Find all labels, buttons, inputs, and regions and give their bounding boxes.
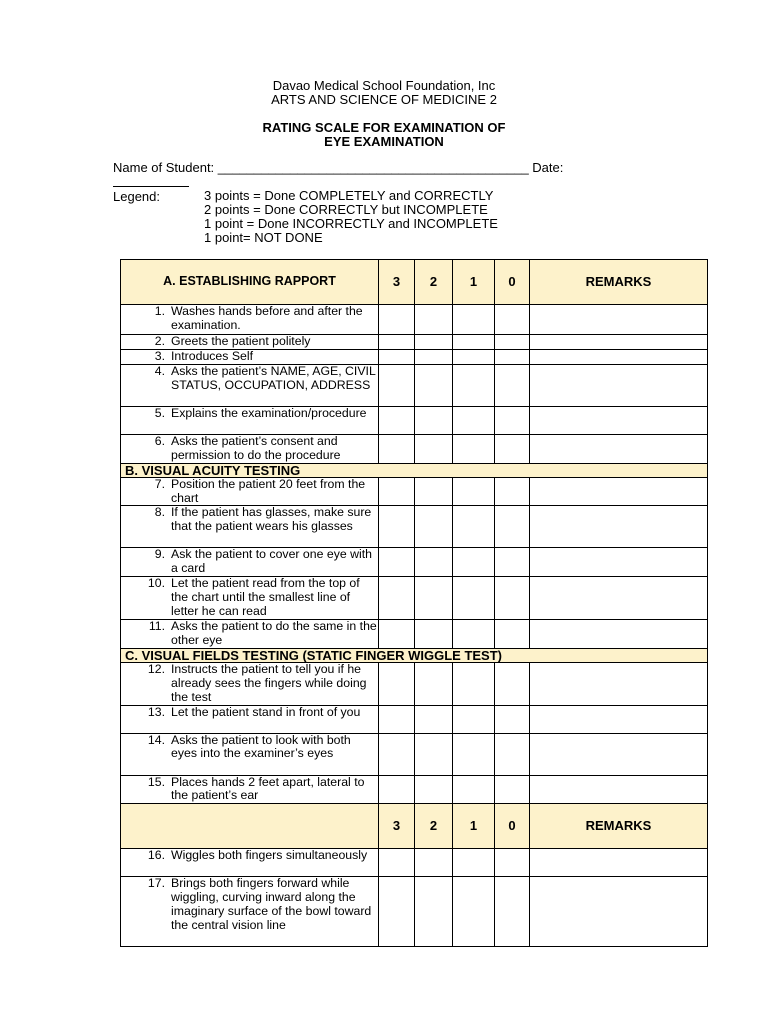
item-number: 14. (147, 732, 165, 747)
score-3-cell[interactable] (379, 619, 415, 648)
legend-item: 3 points = Done COMPLETELY and CORRECTLY (204, 188, 494, 203)
table-row (121, 877, 708, 947)
item-cell (121, 364, 379, 406)
item-cell (121, 662, 379, 705)
score-3-cell[interactable] (379, 406, 415, 434)
remarks-cell[interactable] (530, 434, 708, 463)
table-row (121, 619, 708, 648)
score-0-cell[interactable] (495, 619, 530, 648)
score-1-cell[interactable] (453, 548, 495, 577)
score-2-cell[interactable] (415, 406, 453, 434)
score-3-cell[interactable] (379, 733, 415, 775)
item-number: 9. (154, 547, 165, 562)
score-0-cell[interactable] (495, 705, 530, 733)
remarks-cell[interactable] (530, 477, 708, 506)
score-0-cell[interactable] (495, 406, 530, 434)
score-3-cell[interactable] (379, 434, 415, 463)
score-3-cell[interactable] (379, 305, 415, 335)
remarks-cell[interactable] (530, 849, 708, 877)
score-2-cell[interactable] (415, 434, 453, 463)
table-row (121, 577, 708, 620)
item-text: Asks the patient to look with both eyes into the examiner’s eyes (171, 732, 351, 761)
remarks-cell[interactable] (530, 733, 708, 775)
section-c-heading: C. VISUAL FIELDS TESTING (STATIC FINGER WIGGLE TEST) (121, 648, 708, 662)
score-3-cell[interactable] (379, 548, 415, 577)
remarks-cell[interactable] (530, 305, 708, 335)
table-row (121, 335, 708, 350)
item-cell (121, 775, 379, 804)
item-number: 13. (147, 704, 165, 719)
section-row (121, 463, 708, 477)
item-text: Greets the patient politely (171, 334, 311, 348)
score-0-cell[interactable] (495, 506, 530, 548)
item-cell (121, 406, 379, 434)
table-row (121, 775, 708, 804)
item-cell (121, 506, 379, 548)
document-title-line1: RATING SCALE FOR EXAMINATION OF (262, 120, 506, 135)
score-1-cell[interactable] (453, 662, 495, 705)
column-1-heading: 1 (453, 260, 495, 305)
table-row (121, 733, 708, 775)
table-row (121, 849, 708, 877)
item-cell (121, 877, 379, 947)
score-2-cell[interactable] (415, 364, 453, 406)
student-name-date-line: Name of Student: ___________________________________________ Date: (113, 160, 564, 175)
score-2-cell[interactable] (415, 477, 453, 506)
item-cell (121, 305, 379, 335)
score-1-cell[interactable] (453, 775, 495, 804)
score-2-cell[interactable] (415, 775, 453, 804)
table-row (121, 406, 708, 434)
remarks-cell[interactable] (530, 705, 708, 733)
column-3-heading: 3 (379, 804, 415, 849)
item-text: Brings both fingers forward while wiggling, curving inward along the imaginary surface of the bowl toward the central vision line (171, 876, 372, 933)
score-3-cell[interactable] (379, 877, 415, 947)
score-3-cell[interactable] (379, 705, 415, 733)
score-2-cell[interactable] (415, 877, 453, 947)
score-3-cell[interactable] (379, 577, 415, 620)
score-3-cell[interactable] (379, 849, 415, 877)
item-text: If the patient has glasses, make sure that the patient wears his glasses (171, 505, 372, 534)
item-text: Explains the examination/procedure (171, 405, 367, 420)
item-number: 5. (154, 405, 165, 420)
item-text: Asks the patient’s consent and permission to do the procedure (171, 433, 341, 462)
score-1-cell[interactable] (453, 506, 495, 548)
section-b-heading: B. VISUAL ACUITY TESTING (121, 463, 708, 477)
score-1-cell[interactable] (453, 577, 495, 620)
remarks-cell[interactable] (530, 548, 708, 577)
score-2-cell[interactable] (415, 548, 453, 577)
remarks-heading: REMARKS (530, 260, 708, 305)
table-row (121, 364, 708, 406)
item-cell (121, 705, 379, 733)
remarks-heading: REMARKS (530, 804, 708, 849)
item-cell (121, 577, 379, 620)
item-number: 3. (154, 348, 165, 363)
item-text: Wiggles both fingers simultaneously (171, 848, 368, 863)
remarks-cell[interactable] (530, 335, 708, 350)
score-0-cell[interactable] (495, 733, 530, 775)
score-0-cell[interactable] (495, 877, 530, 947)
legend-list (204, 189, 498, 245)
score-1-cell[interactable] (453, 849, 495, 877)
institution-name: Davao Medical School Foundation, Inc (272, 78, 496, 93)
score-1-cell[interactable] (453, 335, 495, 350)
score-0-cell[interactable] (495, 849, 530, 877)
score-2-cell[interactable] (415, 506, 453, 548)
remarks-cell[interactable] (530, 877, 708, 947)
legend-label: Legend: (113, 189, 160, 204)
remarks-cell[interactable] (530, 506, 708, 548)
item-text: Position the patient 20 feet from the chart (171, 476, 366, 505)
score-1-cell[interactable] (453, 877, 495, 947)
item-number: 4. (154, 363, 165, 378)
score-1-cell[interactable] (453, 406, 495, 434)
item-cell (121, 434, 379, 463)
score-3-cell[interactable] (379, 506, 415, 548)
column-2-heading: 2 (415, 260, 453, 305)
item-text: Asks the patient’s NAME, AGE, CIVIL STATUS, OCCUPATION, ADDRESS (171, 363, 376, 392)
score-1-cell[interactable] (453, 434, 495, 463)
score-1-cell[interactable] (453, 477, 495, 506)
section-row (121, 648, 708, 662)
item-number: 6. (154, 433, 165, 448)
table-row (121, 434, 708, 463)
legend-item: 2 points = Done CORRECTLY but INCOMPLETE (204, 202, 488, 217)
score-0-cell[interactable] (495, 548, 530, 577)
score-0-cell[interactable] (495, 305, 530, 335)
score-2-cell[interactable] (415, 619, 453, 648)
remarks-cell[interactable] (530, 775, 708, 804)
item-number: 12. (147, 661, 165, 676)
item-number: 11. (148, 618, 165, 633)
legend-item: 1 point = Done INCORRECTLY and INCOMPLETE (204, 216, 498, 231)
item-number: 1. (154, 304, 165, 318)
score-1-cell[interactable] (453, 349, 495, 364)
score-2-cell[interactable] (415, 305, 453, 335)
score-3-cell[interactable] (379, 477, 415, 506)
table-row (121, 705, 708, 733)
table-header-row (121, 260, 708, 305)
column-0-heading: 0 (495, 260, 530, 305)
remarks-cell[interactable] (530, 406, 708, 434)
score-0-cell[interactable] (495, 775, 530, 804)
remarks-cell[interactable] (530, 619, 708, 648)
score-0-cell[interactable] (495, 364, 530, 406)
score-3-cell[interactable] (379, 364, 415, 406)
remarks-cell[interactable] (530, 577, 708, 620)
item-text: Let the patient read from the top of the chart until the smallest line of letter he can read (171, 576, 360, 619)
table-row (121, 349, 708, 364)
item-cell (121, 548, 379, 577)
item-cell (121, 349, 379, 364)
table-row (121, 506, 708, 548)
column-0-heading: 0 (495, 804, 530, 849)
remarks-cell[interactable] (530, 364, 708, 406)
score-0-cell[interactable] (495, 477, 530, 506)
score-3-cell[interactable] (379, 662, 415, 705)
legend-item: 1 point= NOT DONE (204, 230, 323, 245)
score-2-cell[interactable] (415, 577, 453, 620)
score-2-cell[interactable] (415, 849, 453, 877)
item-cell (121, 849, 379, 877)
item-text: Asks the patient to do the same in the other eye (171, 618, 377, 647)
score-1-cell[interactable] (453, 705, 495, 733)
score-0-cell[interactable] (495, 434, 530, 463)
item-cell (121, 619, 379, 648)
score-3-cell[interactable] (379, 775, 415, 804)
item-cell (121, 733, 379, 775)
item-text: Let the patient stand in front of you (171, 704, 361, 719)
score-0-cell[interactable] (495, 577, 530, 620)
score-0-cell[interactable] (495, 349, 530, 364)
item-text: Washes hands before and after the examination. (171, 304, 363, 332)
rating-table (120, 259, 708, 947)
score-0-cell[interactable] (495, 662, 530, 705)
item-number: 8. (154, 505, 165, 520)
table-header-row (121, 804, 708, 849)
remarks-cell[interactable] (530, 662, 708, 705)
score-1-cell[interactable] (453, 305, 495, 335)
item-text: Introduces Self (171, 348, 254, 363)
item-number: 10. (147, 576, 165, 591)
remarks-cell[interactable] (530, 349, 708, 364)
score-1-cell[interactable] (453, 364, 495, 406)
score-1-cell[interactable] (453, 619, 495, 648)
item-text: Places hands 2 feet apart, lateral to the patient’s ear (171, 774, 365, 803)
date-blank-line (113, 186, 189, 187)
item-number: 16. (147, 848, 165, 863)
item-number: 7. (154, 476, 165, 491)
item-number: 17. (147, 876, 165, 891)
table-row (121, 548, 708, 577)
item-text: Ask the patient to cover one eye with a card (171, 547, 372, 576)
table-row (121, 477, 708, 506)
column-3-heading: 3 (379, 260, 415, 305)
score-2-cell[interactable] (415, 349, 453, 364)
blank-heading (121, 804, 379, 849)
score-2-cell[interactable] (415, 733, 453, 775)
item-number: 15. (147, 774, 165, 789)
item-text: Instructs the patient to tell you if he already sees the fingers while doing the test (171, 661, 367, 704)
table-row (121, 305, 708, 335)
score-3-cell[interactable] (379, 349, 415, 364)
score-1-cell[interactable] (453, 733, 495, 775)
score-2-cell[interactable] (415, 662, 453, 705)
section-a-heading: A. ESTABLISHING RAPPORT (121, 260, 379, 305)
document-title-line2: EYE EXAMINATION (324, 134, 444, 149)
score-0-cell[interactable] (495, 335, 530, 350)
course-name: ARTS AND SCIENCE OF MEDICINE 2 (271, 92, 497, 107)
item-cell (121, 477, 379, 506)
column-2-heading: 2 (415, 804, 453, 849)
score-2-cell[interactable] (415, 335, 453, 350)
table-row (121, 662, 708, 705)
item-cell (121, 335, 379, 350)
score-3-cell[interactable] (379, 335, 415, 350)
column-1-heading: 1 (453, 804, 495, 849)
score-2-cell[interactable] (415, 705, 453, 733)
item-number: 2. (154, 334, 165, 348)
